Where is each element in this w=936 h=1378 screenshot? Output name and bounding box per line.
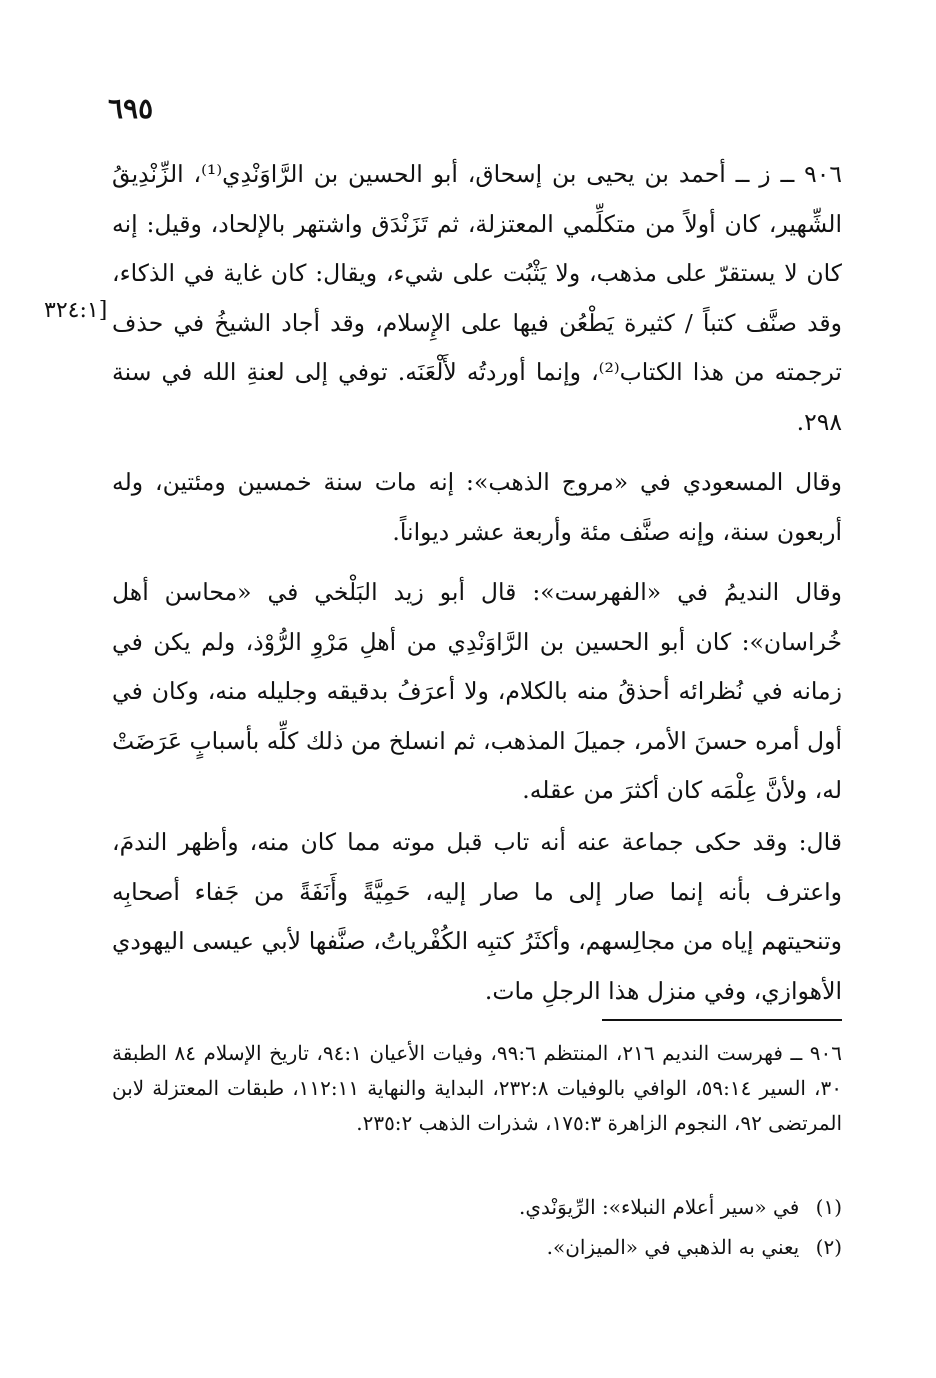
footnote-2-marker: (٢) <box>815 1235 842 1259</box>
footnote-1 <box>112 1190 842 1225</box>
page-number: ٦٩٥ <box>108 92 154 125</box>
margin-reference: [٣٢٤:١ <box>44 298 108 323</box>
entry-paragraph-2: وقال المسعودي في «مروج الذهب»: إنه مات سنة خمسين ومئتين، وله أربعون سنة، وإنه صنَّف مئة وأربعة عشر ديواناً. <box>112 468 842 546</box>
entry-paragraph-3: وقال النديمُ في «الفهرست»: قال أبو زيد البَلْخي في «محاسن أهل خُراسان»: كان أبو الحسين بن الرَّاوَنْدِي من أهلِ مَرْوِ الرُّوْذ، ولم يكن في زمانه في نُظرائه أحذقُ منه بالكلام، ولا أعرَفُ بدقيقه وجليله منه، وكان في أول أمره حسنَ الأمر، جميلَ المذهب، ثم انسلخ من ذلك كلِّه بأسبابٍ عَرَضَتْ له، ولأنَّ عِلْمَه كان أكثرَ من عقله. <box>112 578 842 804</box>
footnote-divider <box>602 1019 842 1021</box>
footnote-2-text: يعني به الذهبي في «الميزان». <box>546 1235 800 1259</box>
footnote-1-marker: (١) <box>815 1195 842 1219</box>
entry-paragraph-4: قال: وقد حكى جماعة عنه أنه تاب قبل موته مما كان منه، وأظهر الندمَ، واعترف بأنه إنما صار إلى ما صار إليه، حَمِيَّةً وأَنَفَةً من جَفاء أصحابِه وتنحيتهم إياه من مجالِسهم، وأكثَرُ كتبِه الكُفْرياتُ، صنَّفها لأبي عيسى اليهودي الأهوازي، وفي منزل هذا الرجلِ مات. <box>112 828 842 1005</box>
footnote-1-text: في «سير أعلام النبلاء»: الرِّيوَنْدي. <box>519 1195 800 1219</box>
sources-footnote: ٩٠٦ ــ فهرست النديم ٢١٦، المنتظم ٩٩:٦، وفيات الأعيان ٩٤:١، تاريخ الإسلام ٨٤ الطبقة ٣٠، السير ٥٩:١٤، الوافي بالوفيات ٢٣٢:٨، البداية والنهاية ١١٢:١١، طبقات المعتزلة لابن المرتضى ٩٢، النجوم الزاهرة ١٧٥:٣، شذرات الذهب ٢٣٥:٢. <box>112 1041 842 1135</box>
entry-paragraph-1: ٩٠٦ ــ ز ــ أحمد بن يحيى بن إسحاق، أبو الحسين بن الرَّاوَنْدِي⁽¹⁾، الزِّنْدِيقُ الشِّهير، كان أولاً من متكلِّمي المعتزلة، ثم تَزَنْدَق واشتهر بالإلحاد، وقيل: إنه كان لا يستقرّ على مذهب، ولا يَثْبُت على شيء، ويقال: كان غاية في الذكاء، وقد صنَّف كتباً / كثيرة يَطْعُن فيها على الإِسلام، وقد أجاد الشيخُ في حذف ترجمته من هذا الكتاب⁽²⁾، وإنما أوردتُه لأَلْعَنَه. توفي إلى لعنةِ الله في سنة ٢٩٨. <box>112 160 842 436</box>
footnote-2 <box>112 1230 842 1265</box>
